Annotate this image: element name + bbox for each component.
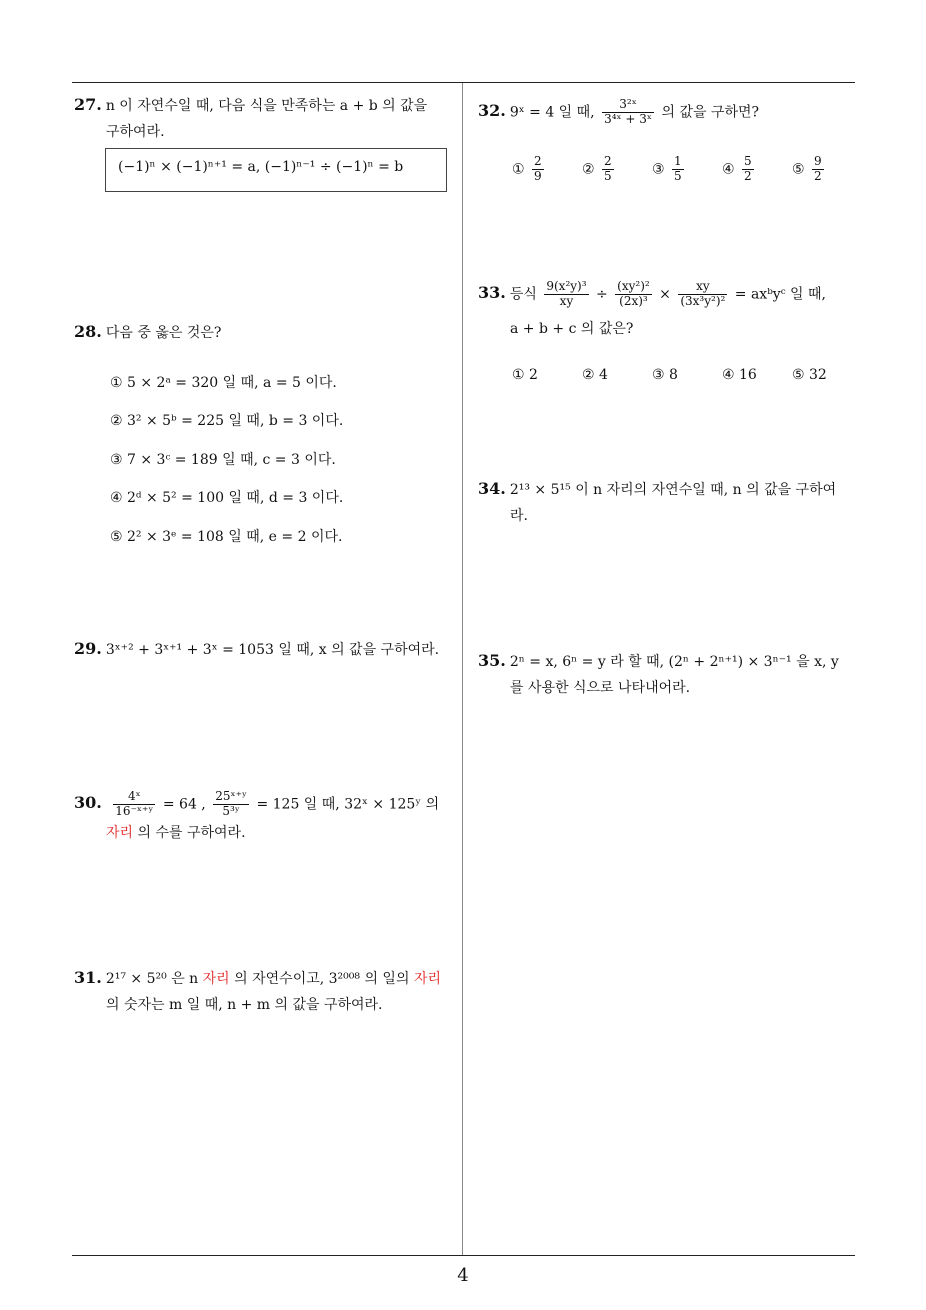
question-number: 27. [74,95,102,114]
question-number: 28. [74,322,102,341]
question-text: 의 수를 구하여라. [137,825,246,841]
fraction-2: $\frac{\text{25ˣ⁺ʸ}}{\text{5³ʸ}}$ [215,789,247,818]
highlight-text: 자리 [106,825,134,841]
question-text: 2¹⁷ × 5²⁰ 은 n [105,971,199,987]
question-32 [478,98,759,127]
question-35-line2 [510,675,690,701]
choice-5: ⑤ $\frac{9}{2}$ [792,154,822,183]
fraction-1: $\frac{\text{9(x²y)³}}{xy}$ [546,279,587,308]
question-text: a + b + c 의 값은? [510,321,634,337]
option-4: ④ 2ᵈ × 5² = 100 일 때, d = 3 이다. [110,490,344,506]
question-text: 다음 중 옳은 것은? [105,325,222,341]
question-text: 의 값을 구하면? [661,104,760,121]
choice-2: ② 4 [582,367,608,383]
question-number: 35. [478,651,506,670]
question-number: 32. [478,101,506,121]
question-29 [74,636,439,663]
choice-1: ① $\frac{2}{9}$ [512,154,542,183]
question-31-line2 [106,992,383,1018]
operator: ÷ [595,286,608,303]
fraction-2: $\frac{\text{(xy²)²}}{\text{(2x)³}}$ [617,279,650,308]
operator: × [659,286,671,303]
question-text: 의 숫자는 m 일 때, n + m 의 값을 구하여라. [106,997,383,1013]
question-number: 30. [74,793,102,813]
column-divider [462,83,463,1256]
question-text: 2ⁿ = x, 6ⁿ = y 라 할 때, (2ⁿ + 2ⁿ⁺¹) × 3ⁿ⁻¹ 을 x, y [509,654,839,670]
question-31 [74,965,441,992]
choice-1: ① 2 [512,367,538,383]
question-text: 2¹³ × 5¹⁵ 이 n 자리의 자연수일 때, n 의 값을 구하여 [509,482,837,498]
option-2: ② 3² × 5ᵇ = 225 일 때, b = 3 이다. [110,413,344,429]
question-30 [74,790,464,819]
question-number: 34. [478,479,506,498]
option-5: ⑤ 2² × 3ᵉ = 108 일 때, e = 2 이다. [110,529,343,545]
choice-3: ③ $\frac{1}{5}$ [652,154,682,183]
highlight-text: 자리 [202,971,230,987]
question-text: 3ˣ⁺² + 3ˣ⁺¹ + 3ˣ = 1053 일 때, x 의 값을 구하여라. [105,642,440,658]
question-text: 라. [510,508,528,524]
fraction-1: $\frac{\text{4ˣ}}{\text{16⁻ˣ⁺ʸ}}$ [115,789,154,818]
bottom-rule [72,1255,855,1256]
choice-4: ④ 16 [722,367,757,383]
question-30-line2 [106,820,246,846]
question-28 [74,319,221,346]
question-text: 를 사용한 식으로 나타내어라. [510,680,691,696]
question-text: 의 자연수이고, 3²⁰⁰⁸ 의 일의 [234,971,410,987]
fraction: $\frac{\text{3²ˣ}}{\text{3⁴ˣ + 3ˣ}}$ [604,97,653,126]
question-27 [74,92,458,145]
question-text: 9ˣ = 4 일 때, [509,104,595,121]
question-33-line2 [510,316,633,342]
choice-3: ③ 8 [652,367,678,383]
question-34-line2 [510,503,528,529]
page-number: 4 [457,1265,469,1286]
question-33 [478,280,826,309]
equation-text: (−1)ⁿ × (−1)ⁿ⁺¹ = a, (−1)ⁿ⁻¹ ÷ (−1)ⁿ = b [118,159,404,175]
question-text: 등식 [509,286,537,303]
top-rule [72,82,855,83]
question-number: 33. [478,283,506,303]
question-text: = axᵇyᶜ 일 때, [734,286,826,303]
highlight-text: 자리 [413,971,441,987]
question-34 [478,476,836,503]
option-3: ③ 7 × 3ᶜ = 189 일 때, c = 3 이다. [110,452,336,468]
question-number: 31. [74,968,102,987]
question-number: 29. [74,639,102,658]
equation-box [105,148,447,192]
question-35 [478,648,839,675]
equation-part: = 125 일 때, 32ˣ × 125ʸ 의 [256,796,440,813]
choice-4: ④ $\frac{5}{2}$ [722,154,752,183]
fraction-3: $\frac{xy}{\text{(3x³y²)²}}$ [680,279,726,308]
choice-5: ⑤ 32 [792,367,827,383]
question-text: n 이 자연수일 때, 다음 식을 만족하는 a + b 의 값을 [105,98,428,114]
equation-part: = 64 , [162,796,206,813]
option-1: ① 5 × 2ᵃ = 320 일 때, a = 5 이다. [110,375,337,391]
question-text-cont: 구하여라. [106,124,165,140]
choice-2: ② $\frac{2}{5}$ [582,154,612,183]
